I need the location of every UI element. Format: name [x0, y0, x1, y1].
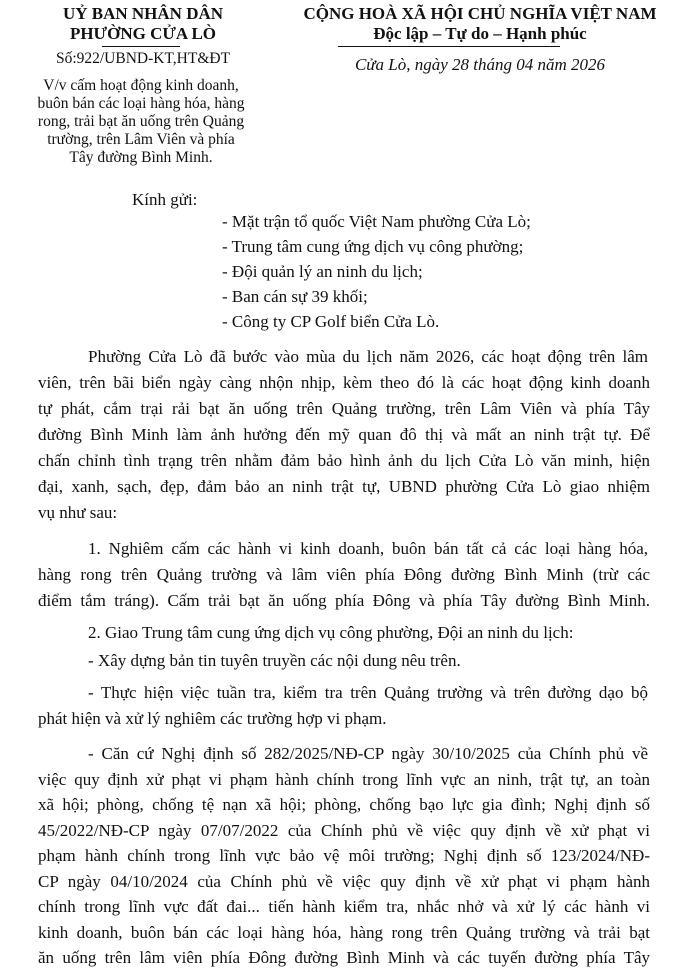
body-line: xã hội; phòng, chống tệ nạn xã hội; phòng, chống bạo lực gia đình; Nghị định số [38, 795, 650, 814]
body-line: đại, xanh, sạch, đẹp, đảm bảo an ninh trật tự, UBND phường Cửa Lò giao nhiệm [38, 477, 650, 496]
body-line: hàng rong trên Quảng trường và lâm viên phía Đông đường Bình Minh (trừ các [38, 565, 650, 584]
document-subject [12, 77, 270, 167]
subject-line: rong, trải bạt ăn uống trên Quảng [37, 113, 245, 130]
body-line: ăn uống trên lâm viên phía Đông đường Bình Minh và các tuyến đường phía Tây [38, 948, 650, 967]
body-line: vụ như sau: [38, 503, 118, 522]
recipient-item: - Trung tâm cung ứng dịch vụ công phường; [222, 237, 524, 256]
body-line: 2. Giao Trung tâm cung ứng dịch vụ công phường, Đội an ninh du lịch: [88, 623, 574, 642]
body-line: kinh doanh, buôn bán các loại hàng hóa, hàng rong trên Quảng trường và trải bạt [38, 922, 650, 942]
subject-line: V/v cấm hoạt động kinh doanh, [43, 77, 239, 94]
recipients-label: Kính gửi: [132, 190, 198, 209]
body-line: chấn chỉnh tình trạng trên nhằm đảm bảo hình ảnh du lịch Cửa Lò văn minh, hiện [38, 451, 650, 470]
body-line: CP ngày 04/10/2024 của Chính phủ về việc quy định về xử phạt vi phạm hành [38, 871, 650, 891]
body-line: việc quy định xử phạt vi phạm hành chính trong lĩnh vực an ninh, trật tự, an toàn [38, 769, 650, 789]
body-line: 45/2022/NĐ-CP ngày 07/07/2022 của Chính phủ về việc quy định về xử phạt vi [38, 820, 650, 840]
body-line: 1. Nghiêm cấm các hành vi kinh doanh, buôn bán tất cả các loại hàng hóa, [88, 539, 648, 558]
body-line: đường Bình Minh làm ảnh hưởng đến mỹ quan đô thị và mất an ninh trật tự. Để [38, 425, 650, 444]
body-line: phạm hành chính trong lĩnh vực bảo vệ môi trường; Nghị định số 123/2024/NĐ- [38, 846, 650, 865]
body-line: - Thực hiện việc tuần tra, kiểm tra trên Quảng trường và trên đường dạo bộ [88, 683, 648, 702]
recipient-item: - Đội quản lý an ninh du lịch; [222, 262, 423, 281]
body-line: - Căn cứ Nghị định số 282/2025/NĐ-CP ngày 30/10/2025 của Chính phủ về [88, 744, 648, 763]
place-and-date: Cửa Lò, ngày 28 tháng 04 năm 2026 [354, 55, 606, 74]
national-motto: Độc lập – Tự do – Hạnh phúc [373, 24, 587, 43]
subject-line: trường, trên Lâm Viên và phía [47, 131, 235, 148]
motto-underline [338, 46, 560, 47]
subject-line: Tây đường Bình Minh. [69, 149, 213, 166]
recipient-item: - Công ty CP Golf biển Cửa Lò. [222, 312, 440, 331]
body-line: - Xây dựng bản tin tuyên truyền các nội dung nêu trên. [88, 651, 461, 670]
issuing-ward: PHƯỜNG CỬA LÒ [69, 24, 217, 43]
authority-underline [102, 46, 180, 47]
recipient-item: - Mặt trận tổ quốc Việt Nam phường Cửa Lò; [222, 212, 531, 231]
recipient-item: - Ban cán sự 39 khối; [222, 287, 368, 306]
body-line: điểm tắm tráng). Cấm trải bạt ăn uống phía Đông và phía Tây đường Bình Minh. [38, 591, 650, 610]
body-line: tự phát, cắm trại rải bạt ăn uống trên Quảng trường, trên Lâm Viên và phía Tây [38, 399, 650, 418]
body-line: viên, trên bãi biển ngày càng nhộn nhịp, kèm theo đó là các hoạt động kinh doanh [38, 373, 650, 392]
body-line: Phường Cửa Lò đã bước vào mùa du lịch năm 2026, các hoạt động trên lâm [88, 347, 648, 366]
national-title: CỘNG HOÀ XÃ HỘI CHỦ NGHĨA VIỆT NAM [303, 4, 657, 23]
body-line: chính trong lĩnh vực đất đai... tiến hành kiểm tra, nhắc nhở và xử lý các hành vi [38, 897, 650, 916]
issuing-authority: UỶ BAN NHÂN DÂN [62, 4, 224, 23]
body-line: phát hiện và xử lý nghiêm các trường hợp vi phạm. [38, 709, 387, 728]
document-number: Số:922/UBND-KT,HT&ĐT [55, 50, 231, 67]
subject-line: buôn bán các loại hàng hóa, hàng [37, 95, 245, 112]
